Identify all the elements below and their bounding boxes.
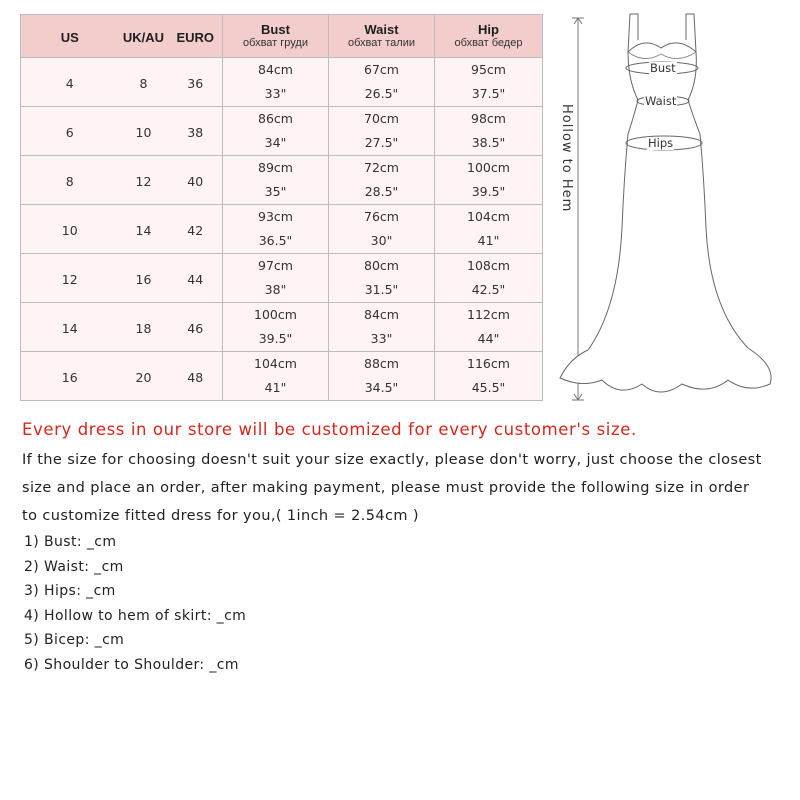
- bust-value-cm: 84cm: [258, 62, 293, 77]
- size-chart-table: [20, 14, 543, 401]
- waist-value-in: 30": [370, 233, 393, 248]
- waist-value-cm: 76cm: [364, 209, 399, 224]
- measure-cell-bust: [223, 303, 329, 352]
- hip-value-cm: 104cm: [467, 209, 510, 224]
- size-cell-us: [21, 303, 119, 352]
- measurement-item-shoulder: 6) Shoulder to Shoulder: _cm: [24, 656, 239, 673]
- measurement-item-bust: 1) Bust: _cm: [24, 534, 117, 550]
- measurement-item-hips: 3) Hips: _cm: [24, 583, 116, 599]
- size-cell-euro: [169, 156, 223, 205]
- measure-cell-waist: [329, 107, 435, 156]
- header-euro-text: EURO: [176, 29, 215, 45]
- size-value-us: 6: [65, 124, 74, 140]
- waist-value-in: 26.5": [364, 86, 399, 101]
- size-chart-row: [21, 303, 543, 352]
- bust-value-in: 35": [264, 184, 287, 199]
- size-value-euro: 46: [187, 320, 204, 336]
- header-bust-en: Bust: [261, 21, 290, 37]
- size-value-euro: 48: [187, 369, 204, 385]
- bust-value-cm: 104cm: [254, 356, 297, 371]
- size-value-uk-au: 8: [139, 75, 148, 91]
- hip-value-in: 45.5": [471, 380, 506, 395]
- header-uk-au-text: UK/AU: [122, 29, 165, 45]
- measure-cell-bust: [223, 58, 329, 107]
- waist-value-in: 28.5": [364, 184, 399, 199]
- measure-cell-bust: [223, 107, 329, 156]
- size-value-euro: 40: [187, 173, 204, 189]
- size-cell-us: [21, 156, 119, 205]
- size-cell-euro: [169, 205, 223, 254]
- waist-value-cm: 72cm: [364, 160, 399, 175]
- size-cell-uk-au: [119, 254, 169, 303]
- size-cell-uk-au: [119, 107, 169, 156]
- hip-value-in: 44": [477, 331, 500, 346]
- bust-value-in: 41": [264, 380, 287, 395]
- hip-value-in: 39.5": [471, 184, 506, 199]
- measure-cell-hip: [435, 303, 543, 352]
- header-euro: [169, 15, 223, 58]
- dress-label-hips: Hips: [648, 136, 674, 150]
- measure-cell-waist: [329, 205, 435, 254]
- size-chart-row: [21, 205, 543, 254]
- size-cell-us: [21, 107, 119, 156]
- size-cell-euro: [169, 58, 223, 107]
- size-chart-row: [21, 156, 543, 205]
- bust-value-cm: 97cm: [258, 258, 293, 273]
- waist-value-cm: 70cm: [364, 111, 399, 126]
- size-cell-uk-au: [119, 352, 169, 401]
- waist-value-cm: 88cm: [364, 356, 399, 371]
- hip-value-cm: 95cm: [471, 62, 506, 77]
- measure-cell-waist: [329, 303, 435, 352]
- measure-cell-hip: [435, 254, 543, 303]
- header-hip-en: Hip: [478, 21, 499, 37]
- size-value-uk-au: 20: [135, 369, 152, 385]
- header-bust: [223, 15, 329, 58]
- size-value-uk-au: 18: [135, 320, 152, 336]
- waist-value-in: 34.5": [364, 380, 399, 395]
- waist-value-cm: 84cm: [364, 307, 399, 322]
- required-measurements-list: [24, 530, 246, 677]
- bust-value-cm: 100cm: [254, 307, 297, 322]
- measure-cell-hip: [435, 58, 543, 107]
- size-cell-us: [21, 205, 119, 254]
- hip-value-cm: 98cm: [471, 111, 506, 126]
- header-waist: [329, 15, 435, 58]
- hip-value-cm: 100cm: [467, 160, 510, 175]
- dress-label-waist: Waist: [645, 94, 677, 108]
- dress-label-bust: Bust: [650, 61, 676, 75]
- measure-cell-hip: [435, 156, 543, 205]
- measure-cell-bust: [223, 254, 329, 303]
- size-chart-row: [21, 107, 543, 156]
- bust-value-in: 39.5": [258, 331, 293, 346]
- measure-cell-waist: [329, 352, 435, 401]
- size-cell-uk-au: [119, 303, 169, 352]
- size-value-us: 14: [61, 320, 78, 336]
- size-cell-uk-au: [119, 156, 169, 205]
- size-value-us: 8: [65, 173, 74, 189]
- header-bust-ru: обхват груди: [243, 36, 308, 49]
- measure-cell-waist: [329, 254, 435, 303]
- header-waist-en: Waist: [364, 21, 399, 37]
- hip-value-cm: 112cm: [467, 307, 510, 322]
- size-value-uk-au: 14: [135, 222, 152, 238]
- size-cell-uk-au: [119, 205, 169, 254]
- size-cell-uk-au: [119, 58, 169, 107]
- bust-value-cm: 89cm: [258, 160, 293, 175]
- size-cell-euro: [169, 254, 223, 303]
- header-us: [21, 15, 119, 58]
- size-cell-us: [21, 254, 119, 303]
- size-cell-euro: [169, 352, 223, 401]
- measure-cell-hip: [435, 107, 543, 156]
- waist-value-in: 27.5": [364, 135, 399, 150]
- measure-cell-hip: [435, 205, 543, 254]
- header-hip: [435, 15, 543, 58]
- header-waist-ru: обхват талии: [348, 36, 415, 49]
- size-chart-row: [21, 58, 543, 107]
- hip-value-in: 37.5": [471, 86, 506, 101]
- measure-cell-bust: [223, 205, 329, 254]
- waist-value-in: 33": [370, 331, 393, 346]
- customization-notice-body: If the size for choosing doesn't suit your size exactly, please don't worry, just choose the closest size and place an order, after making payment, please must provide the following size in order to customize fitted dress for you,( 1inch = 2.54cm ): [22, 452, 762, 524]
- size-value-euro: 42: [187, 222, 204, 238]
- measure-cell-waist: [329, 58, 435, 107]
- waist-value-cm: 67cm: [364, 62, 399, 77]
- measurement-item-bicep: 5) Bicep: _cm: [24, 632, 125, 648]
- size-value-euro: 36: [187, 75, 204, 91]
- bust-value-cm: 86cm: [258, 111, 293, 126]
- header-uk-au: [119, 15, 169, 58]
- size-cell-euro: [169, 303, 223, 352]
- size-value-us: 4: [65, 75, 74, 91]
- hip-value-in: 41": [477, 233, 500, 248]
- size-cell-euro: [169, 107, 223, 156]
- size-value-uk-au: 12: [135, 173, 152, 189]
- customization-notice-title: Every dress in our store will be customized for every customer's size.: [22, 420, 637, 439]
- hip-value-cm: 108cm: [467, 258, 510, 273]
- measure-cell-bust: [223, 352, 329, 401]
- measure-cell-waist: [329, 156, 435, 205]
- hip-value-in: 38.5": [471, 135, 506, 150]
- measure-cell-hip: [435, 352, 543, 401]
- header-hip-ru: обхват бедер: [454, 36, 523, 49]
- size-chart-body: [21, 15, 543, 401]
- size-cell-us: [21, 352, 119, 401]
- size-chart-row: [21, 352, 543, 401]
- bust-value-cm: 93cm: [258, 209, 293, 224]
- header-us-text: US: [60, 29, 79, 45]
- bust-value-in: 34": [264, 135, 287, 150]
- waist-value-cm: 80cm: [364, 258, 399, 273]
- dress-label-hollow-to-hem: Hollow to Hem: [559, 104, 574, 213]
- hip-value-cm: 116cm: [467, 356, 510, 371]
- size-value-us: 10: [61, 222, 78, 238]
- bust-value-in: 38": [264, 282, 287, 297]
- size-chart-row: [21, 254, 543, 303]
- size-value-us: 16: [61, 369, 78, 385]
- size-value-euro: 44: [187, 271, 204, 287]
- size-value-euro: 38: [187, 124, 204, 140]
- measurement-item-waist: 2) Waist: _cm: [24, 558, 124, 575]
- hip-value-in: 42.5": [471, 282, 506, 297]
- measure-cell-bust: [223, 156, 329, 205]
- bust-value-in: 36.5": [258, 233, 293, 248]
- size-chart-header-row: [21, 15, 543, 58]
- measurement-item-hollow-to-hem: 4) Hollow to hem of skirt: _cm: [24, 607, 247, 624]
- dress-diagram: [548, 8, 788, 408]
- size-cell-us: [21, 58, 119, 107]
- size-value-us: 12: [61, 271, 78, 287]
- size-value-uk-au: 10: [135, 124, 152, 140]
- waist-value-in: 31.5": [364, 282, 399, 297]
- size-value-uk-au: 16: [135, 271, 152, 287]
- bust-value-in: 33": [264, 86, 287, 101]
